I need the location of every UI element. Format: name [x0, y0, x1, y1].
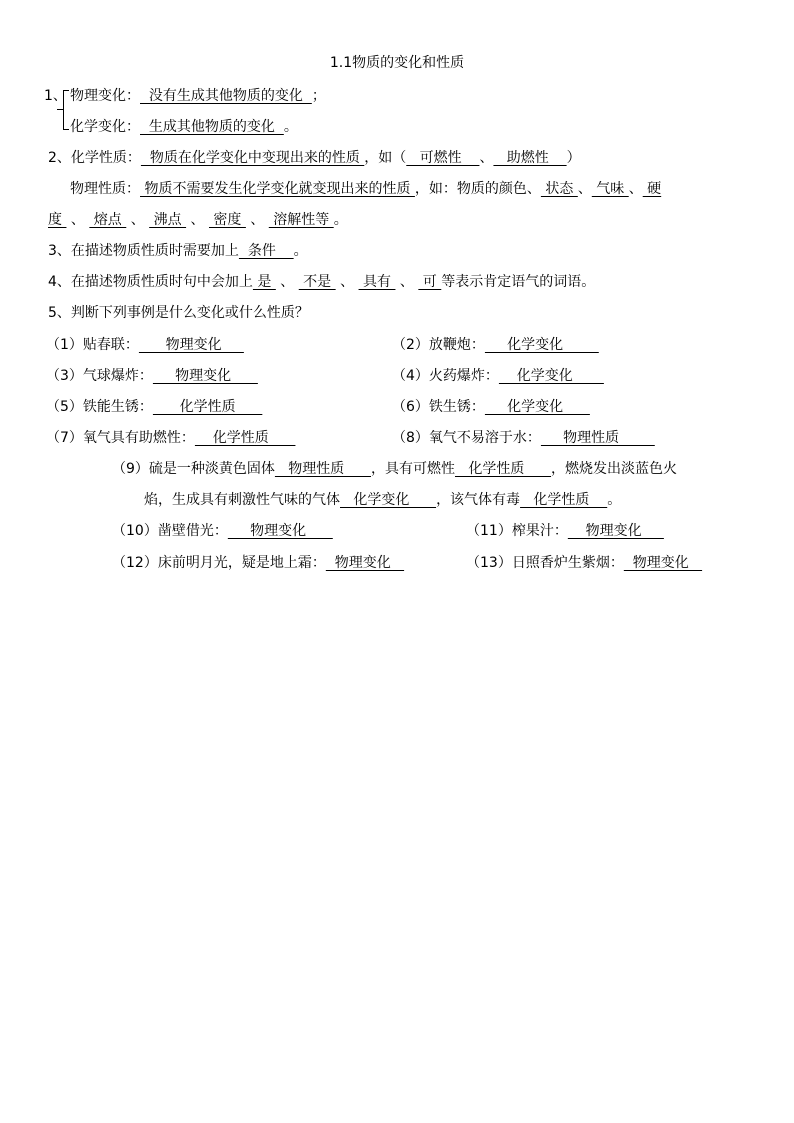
text: ，燃烧发出淡蓝色火 [551, 461, 678, 477]
q2-physical-property: 物理性质： 物质不需要发生化学变化就变现出来的性质 ，如：物质的颜色、 状态 、 气味 、 硬 [70, 181, 662, 197]
answer: 沸点 [149, 212, 187, 228]
text: ） [566, 150, 581, 166]
q1-physical-change [70, 86, 326, 106]
item-10 [112, 521, 333, 541]
q3 [48, 241, 308, 261]
answer: 硬 [642, 181, 662, 197]
answer: 化学变化 [498, 368, 604, 384]
q1-number: 1、 [44, 88, 67, 104]
item-4 [392, 366, 604, 386]
label: 物理性质： [70, 181, 140, 197]
answer: 物理变化 [567, 523, 664, 539]
punct: 。 [607, 492, 622, 508]
answer: 可燃性 [406, 150, 480, 166]
answer: 化学性质 [194, 430, 296, 446]
punct: 。 [293, 243, 308, 259]
answer: 化学变化 [484, 399, 590, 415]
item-13 [466, 553, 702, 573]
text: 3、在描述物质性质时需要加上 [48, 243, 239, 259]
answer: 物理性质 [540, 430, 655, 446]
label: 化学变化： [70, 119, 140, 135]
text: ，该气体有毒 [436, 492, 521, 508]
q4 [48, 272, 595, 292]
answer: 化学性质 [152, 399, 263, 415]
q1-chemical-change [70, 117, 298, 137]
question: （13）日照香炉生紫烟： [466, 555, 624, 571]
question: （5）铁能生锈： [46, 399, 153, 415]
text: 焰，生成具有刺激性气味的气体 [144, 492, 340, 508]
brace [63, 90, 70, 130]
answer: 条件 [238, 243, 294, 259]
answer: 可 [418, 274, 442, 290]
item-7 [46, 428, 295, 448]
text: ，如（ [364, 150, 407, 166]
answer: 物理变化 [623, 555, 703, 571]
item-9-cont [144, 490, 621, 510]
item-6 [392, 397, 590, 417]
punct: ； [311, 88, 326, 104]
answer: 化学变化 [340, 492, 437, 508]
answer: 度 [48, 212, 67, 228]
answer: 助燃性 [493, 150, 567, 166]
text: ，具有可燃性 [370, 461, 455, 477]
question: （1）贴春联： [46, 337, 139, 353]
answer: 物理变化 [227, 523, 333, 539]
sep: 、 [395, 274, 419, 290]
answer: 气味 [591, 181, 629, 197]
text: ，如：物质的颜色、 [414, 181, 541, 197]
text: （9）硫是一种淡黄色固体 [112, 461, 275, 477]
punct: 。 [333, 212, 348, 228]
answer: 化学变化 [484, 337, 599, 353]
sep: 、 [479, 150, 494, 166]
text: 4、在描述物质性质时句中会加上 [48, 274, 253, 290]
question: （2）放鞭炮： [392, 337, 485, 353]
question: （6）铁生锈： [392, 399, 485, 415]
question: （8）氧气不易溶于水： [392, 430, 541, 446]
label: 化学性质： [70, 150, 141, 166]
answer: 物质在化学变化中变现出来的性质 [140, 150, 365, 166]
answer: 状态 [540, 181, 578, 197]
text: 等表示肯定语气的词语。 [441, 274, 596, 290]
item-3 [46, 366, 258, 386]
label: 物理变化： [70, 88, 140, 104]
question: （11）榨果汁： [466, 523, 568, 539]
answer: 不是 [298, 274, 336, 290]
answer: 密度 [208, 212, 246, 228]
answer: 物理性质 [274, 461, 371, 477]
q2-physical-property-cont: 度 、 熔点 、 沸点 、 密度 、 溶解性等 。 [48, 212, 348, 228]
num: 2、 [48, 150, 71, 166]
answer: 生成其他物质的变化 [140, 119, 284, 135]
sep: 、 [275, 274, 299, 290]
answer: 化学性质 [454, 461, 552, 477]
item-1 [46, 335, 244, 355]
item-8 [392, 428, 655, 448]
question: （10）凿壁借光： [112, 523, 228, 539]
item-2 [392, 335, 599, 355]
answer: 具有 [358, 274, 396, 290]
punct: 。 [283, 119, 298, 135]
answer: 化学性质 [520, 492, 608, 508]
item-11 [466, 521, 664, 541]
item-12 [112, 553, 404, 573]
answer: 没有生成其他物质的变化 [140, 88, 312, 104]
answer: 是 [252, 274, 276, 290]
item-9 [112, 459, 677, 479]
item-5 [46, 397, 262, 417]
answer: 物质不需要发生化学变化就变现出来的性质 [140, 181, 415, 197]
question: （12）床前明月光，疑是地上霜： [112, 555, 326, 571]
question: （7）氧气具有助燃性： [46, 430, 195, 446]
q5: 5、判断下列事例是什么变化或什么性质？ [48, 305, 309, 321]
q2-chemical-property [48, 148, 581, 168]
sep: 、 [335, 274, 359, 290]
question: （4）火药爆炸： [392, 368, 499, 384]
answer: 溶解性等 [268, 212, 334, 228]
answer: 熔点 [89, 212, 127, 228]
answer: 物理变化 [325, 555, 405, 571]
question: （3）气球爆炸： [46, 368, 153, 384]
answer: 物理变化 [138, 337, 244, 353]
answer: 物理变化 [152, 368, 258, 384]
page-title: 1.1物质的变化和性质 [329, 55, 465, 71]
